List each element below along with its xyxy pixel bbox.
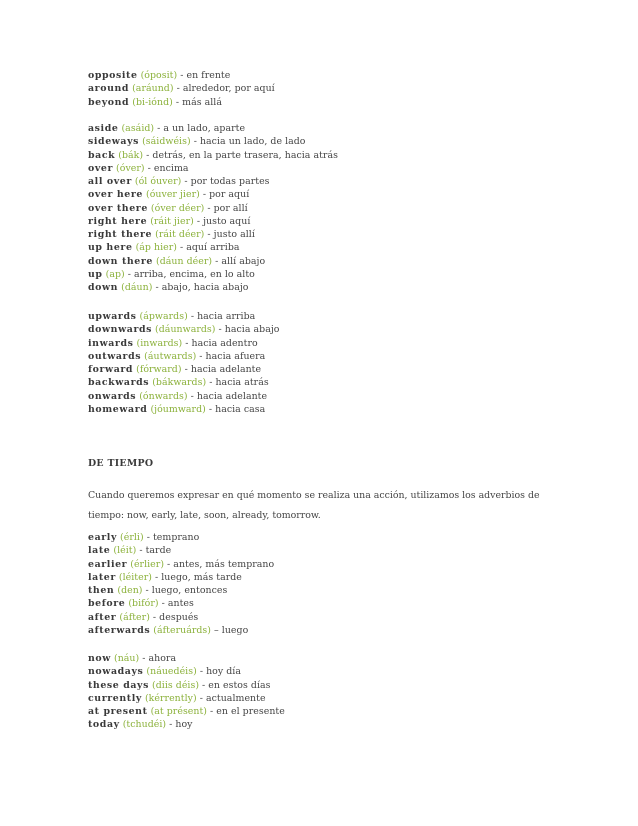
pronunciation: (náuedéis) xyxy=(146,666,197,678)
vocab-row xyxy=(88,403,280,416)
translation: - hacia adentro xyxy=(182,337,258,349)
pronunciation: (dáun) xyxy=(121,282,153,293)
translation: - hacia afuera xyxy=(196,350,266,362)
pronunciation: (tchudéi) xyxy=(122,719,167,731)
pronunciation: (den) xyxy=(117,585,143,596)
translation: - antes xyxy=(158,598,194,610)
english-word: upwards xyxy=(88,311,137,322)
translation: - por todas partes xyxy=(181,176,270,187)
translation: - a un lado, aparte xyxy=(154,123,246,134)
pronunciation: (érlier) xyxy=(130,558,165,570)
english-word: today xyxy=(88,719,120,731)
pronunciation: (bi-iónd) xyxy=(132,96,173,108)
pronunciation: (ráit jier) xyxy=(150,215,194,227)
english-word: opposite xyxy=(88,70,138,81)
pronunciation: (óver déer) xyxy=(150,202,205,214)
translation: - abajo, hacia abajo xyxy=(152,282,249,293)
english-word: all over xyxy=(88,176,132,187)
english-word: aside xyxy=(88,123,119,134)
translation: - hacia adelante xyxy=(187,390,268,402)
vocab-group-position-2 xyxy=(88,122,338,294)
pronunciation: (léit) xyxy=(113,545,137,557)
english-word: before xyxy=(88,598,126,610)
pronunciation: (kérrently) xyxy=(144,692,197,704)
pronunciation: (áfter) xyxy=(119,611,150,623)
pronunciation: (fórward) xyxy=(136,364,182,375)
english-word: over there xyxy=(88,202,148,214)
pronunciation: (áfteruárds) xyxy=(153,624,211,636)
pronunciation: (óuver jier) xyxy=(145,189,200,201)
vocab-row xyxy=(88,390,280,403)
pronunciation: (dáun déer) xyxy=(156,255,213,267)
vocab-row xyxy=(88,268,338,281)
english-word: forward xyxy=(88,364,134,375)
translation: - hacia un lado, de lado xyxy=(190,136,306,148)
pronunciation: (óposit) xyxy=(140,70,178,81)
intro-line: Cuando queremos expresar en qué momento se realiza una acción, utilizamos los adverbios de xyxy=(88,490,540,501)
vocab-row xyxy=(88,350,280,363)
section-intro xyxy=(88,486,558,526)
translation: - actualmente xyxy=(196,692,266,704)
english-word: then xyxy=(88,585,115,596)
vocab-row xyxy=(88,323,280,336)
vocab-row xyxy=(88,597,274,610)
english-word: up xyxy=(88,268,103,280)
translation: - justo aquí xyxy=(193,215,251,227)
vocab-row xyxy=(88,69,275,82)
translation: - detrás, en la parte trasera, hacia atrás xyxy=(143,149,338,161)
english-word: these days xyxy=(88,679,149,691)
translation: - alrededor, por aquí xyxy=(173,83,275,95)
pronunciation: (áutwards) xyxy=(144,350,197,362)
vocab-group-position-1 xyxy=(88,69,275,109)
pronunciation: (ónwards) xyxy=(139,390,188,402)
english-word: over xyxy=(88,162,114,174)
english-word: backwards xyxy=(88,377,150,389)
vocab-row xyxy=(88,611,274,624)
pronunciation: (dáunwards) xyxy=(155,324,216,336)
english-word: downwards xyxy=(88,324,153,336)
vocab-group-direction xyxy=(88,310,280,416)
vocab-row xyxy=(88,337,280,350)
pronunciation: (bákwards) xyxy=(152,377,207,389)
translation: - luego, más tarde xyxy=(151,571,242,583)
translation: - aquí arriba xyxy=(176,242,240,254)
pronunciation: (at présent) xyxy=(150,706,208,717)
pronunciation: (diis déis) xyxy=(152,679,200,691)
translation: - antes, más temprano xyxy=(164,558,275,570)
english-word: right there xyxy=(88,229,153,240)
translation: - temprano xyxy=(143,532,200,543)
vocab-row xyxy=(88,162,338,175)
vocab-row xyxy=(88,135,338,148)
pronunciation: (ól óuver) xyxy=(134,176,182,187)
english-word: outwards xyxy=(88,350,142,362)
english-word: over here xyxy=(88,189,143,201)
pronunciation: (jóumward) xyxy=(150,403,206,415)
pronunciation: (léiter) xyxy=(118,571,152,583)
english-word: late xyxy=(88,545,111,557)
vocab-group-time-1 xyxy=(88,531,274,637)
english-word: after xyxy=(88,611,117,623)
english-word: afterwards xyxy=(88,624,151,636)
vocab-row xyxy=(88,96,275,109)
english-word: nowadays xyxy=(88,666,144,678)
vocab-row xyxy=(88,544,274,557)
pronunciation: (ápwards) xyxy=(139,311,188,322)
vocab-row xyxy=(88,531,274,544)
pronunciation: (aráund) xyxy=(132,83,174,95)
vocab-row xyxy=(88,363,280,376)
translation: - arriba, encima, en lo alto xyxy=(124,268,255,280)
translation: - hoy día xyxy=(196,666,241,678)
pronunciation: (ap) xyxy=(105,268,125,280)
pronunciation: (ráit déer) xyxy=(155,229,205,240)
translation: - justo allí xyxy=(204,229,255,240)
vocab-row xyxy=(88,241,338,254)
english-word: inwards xyxy=(88,337,134,349)
translation: - hacia arriba xyxy=(187,311,256,322)
vocab-row xyxy=(88,692,285,705)
english-word: right here xyxy=(88,215,148,227)
translation: - por allí xyxy=(204,202,248,214)
translation: - en el presente xyxy=(207,706,285,717)
translation: - allí abajo xyxy=(212,255,266,267)
pronunciation: (sáidwéis) xyxy=(142,136,191,148)
translation: - hacia abajo xyxy=(215,324,280,336)
english-word: beyond xyxy=(88,96,130,108)
vocab-row xyxy=(88,652,285,665)
english-word: early xyxy=(88,532,117,543)
translation: - hacia casa xyxy=(205,403,266,415)
english-word: onwards xyxy=(88,390,137,402)
translation: - hacia atrás xyxy=(206,377,269,389)
vocab-group-time-2 xyxy=(88,652,285,732)
pronunciation: (áp hier) xyxy=(135,242,177,254)
english-word: earlier xyxy=(88,558,128,570)
translation: - encima xyxy=(144,162,189,174)
vocab-row xyxy=(88,718,285,731)
translation: - tarde xyxy=(136,545,172,557)
vocab-row xyxy=(88,584,274,597)
pronunciation: (inwards) xyxy=(136,337,183,349)
english-word: down there xyxy=(88,255,153,267)
section-heading: DE TIEMPO xyxy=(88,458,154,469)
translation: - luego, entonces xyxy=(142,585,228,596)
vocab-row xyxy=(88,624,274,637)
english-word: back xyxy=(88,149,116,161)
translation: - después xyxy=(149,611,199,623)
translation: - ahora xyxy=(139,653,177,664)
english-word: sideways xyxy=(88,136,140,148)
pronunciation: (érli) xyxy=(120,532,144,543)
vocab-row xyxy=(88,228,338,241)
vocab-row xyxy=(88,122,338,135)
vocab-row xyxy=(88,376,280,389)
pronunciation: (bifór) xyxy=(128,598,159,610)
vocab-row xyxy=(88,571,274,584)
translation: - hacia adelante xyxy=(181,364,262,375)
vocab-row xyxy=(88,558,274,571)
translation: - en estos días xyxy=(199,679,271,691)
pronunciation: (bák) xyxy=(118,149,144,161)
translation: – luego xyxy=(211,624,249,636)
translation: - hoy xyxy=(166,719,193,731)
vocab-row xyxy=(88,82,275,95)
pronunciation: (asáid) xyxy=(121,123,155,134)
vocab-row xyxy=(88,310,280,323)
pronunciation: (náu) xyxy=(113,653,140,664)
english-word: down xyxy=(88,282,119,293)
english-word: homeward xyxy=(88,403,148,415)
translation: - por aquí xyxy=(199,189,250,201)
vocab-row xyxy=(88,705,285,718)
english-word: currently xyxy=(88,692,142,704)
english-word: now xyxy=(88,653,111,664)
vocab-row xyxy=(88,281,338,294)
vocab-row xyxy=(88,175,338,188)
translation: - en frente xyxy=(177,70,231,81)
vocab-row xyxy=(88,665,285,678)
english-word: around xyxy=(88,83,130,95)
vocab-row xyxy=(88,679,285,692)
vocab-row xyxy=(88,188,338,201)
vocab-row xyxy=(88,149,338,162)
intro-line: tiempo: now, early, late, soon, already, tomorrow. xyxy=(88,510,321,521)
pronunciation: (óver) xyxy=(116,162,145,174)
english-word: up here xyxy=(88,242,133,254)
vocab-row xyxy=(88,202,338,215)
english-word: at present xyxy=(88,706,148,717)
vocab-row xyxy=(88,215,338,228)
translation: - más allá xyxy=(172,96,222,108)
vocab-row xyxy=(88,255,338,268)
english-word: later xyxy=(88,571,116,583)
